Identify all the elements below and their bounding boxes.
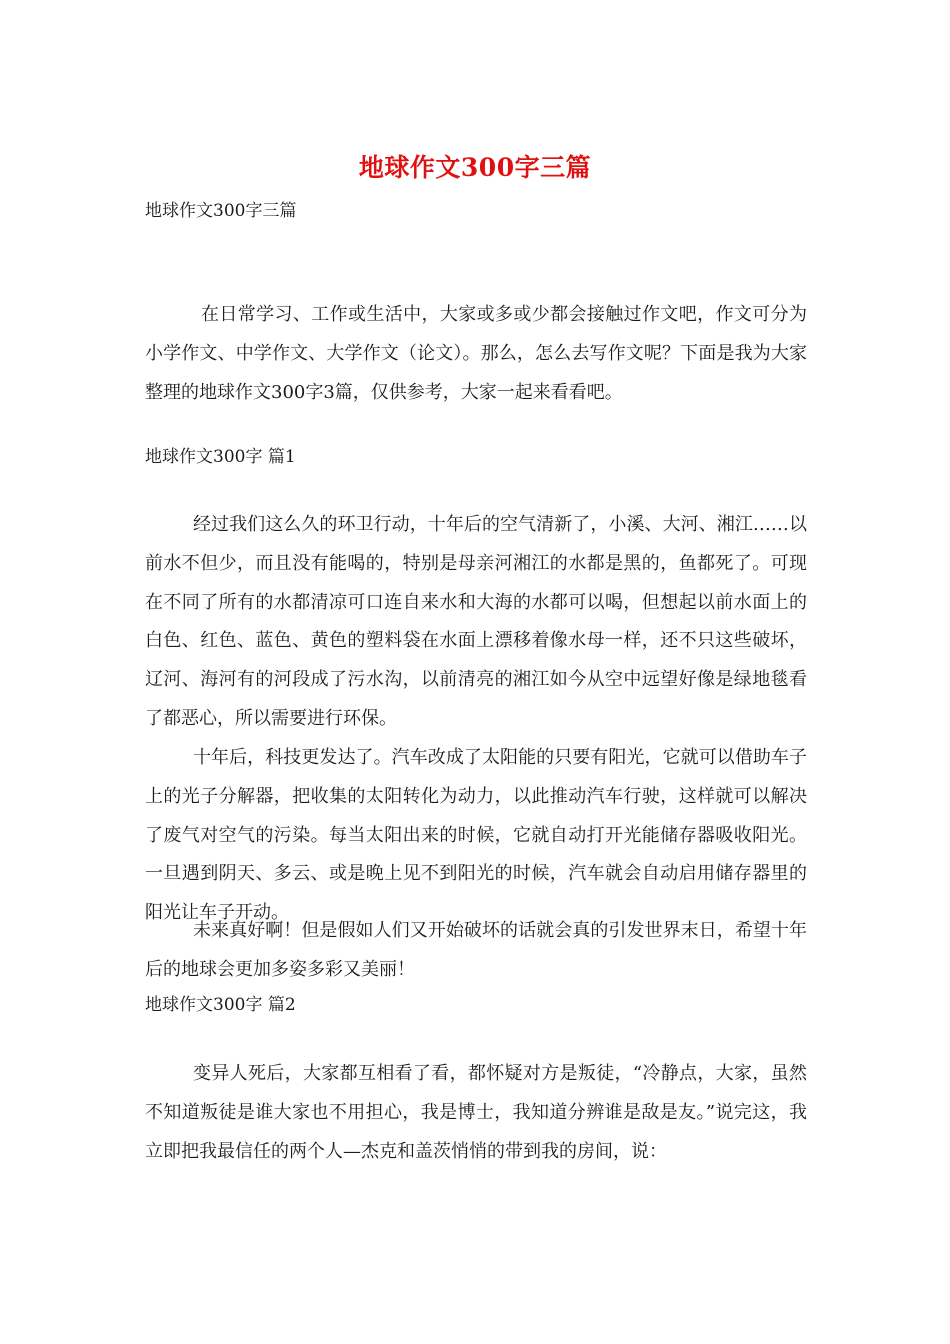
essay1-paragraph-3: 未来真好啊！但是假如人们又开始破坏的话就会真的引发世界末日，希望十年后的地球会更加多姿多彩又美丽！ bbox=[145, 920, 807, 980]
essay2-heading: 地球作文300字 篇2 bbox=[145, 995, 296, 1015]
document-subtitle: 地球作文300字三篇 bbox=[145, 201, 297, 221]
document-title: 地球作文300字三篇 bbox=[358, 153, 592, 182]
essay1-heading: 地球作文300字 篇1 bbox=[145, 447, 296, 467]
essay1-paragraph-2: 十年后，科技更发达了。汽车改成了太阳能的只要有阳光，它就可以借助车子上的光子分解器，把收集的太阳转化为动力，以此推动汽车行驶，这样就可以解决了废气对空气的污染。每当太阳出来的时候，它就自动打开光能储存器吸收阳光。一旦遇到阴天、多云、或是晚上见不到阳光的时候，汽车就会自动启用储存器里的阳光让车子开动。 bbox=[145, 747, 807, 924]
intro-paragraph: 在日常学习、工作或生活中，大家或多或少都会接触过作文吧，作文可分为小学作文、中学作文、大学作文（论文）。那么，怎么去写作文呢？下面是我为大家整理的地球作文300字3篇，仅供参考，大家一起来看看吧。 bbox=[145, 304, 807, 403]
essay2-paragraph-1: 变异人死后，大家都互相看了看，都怀疑对方是叛徒，“冷静点，大家，虽然不知道叛徒是谁大家也不用担心，我是博士，我知道分辨谁是敌是友。”说完这，我立即把我最信任的两个人—杰克和盖茨悄悄的带到我的房间，说： bbox=[145, 1063, 807, 1162]
essay1-paragraph-1: 经过我们这么久的环卫行动，十年后的空气清新了，小溪、大河、湘江……以前水不但少，而且没有能喝的，特别是母亲河湘江的水都是黑的，鱼都死了。可现在不同了所有的水都清凉可口连自来水和大海的水都可以喝，但想起以前水面上的白色、红色、蓝色、黄色的塑料袋在水面上漂移着像水母一样，还不只这些破坏，辽河、海河有的河段成了污水沟，以前清亮的湘江如今从空中远望好像是绿地毯看了都恶心，所以需要进行环保。 bbox=[145, 514, 807, 729]
